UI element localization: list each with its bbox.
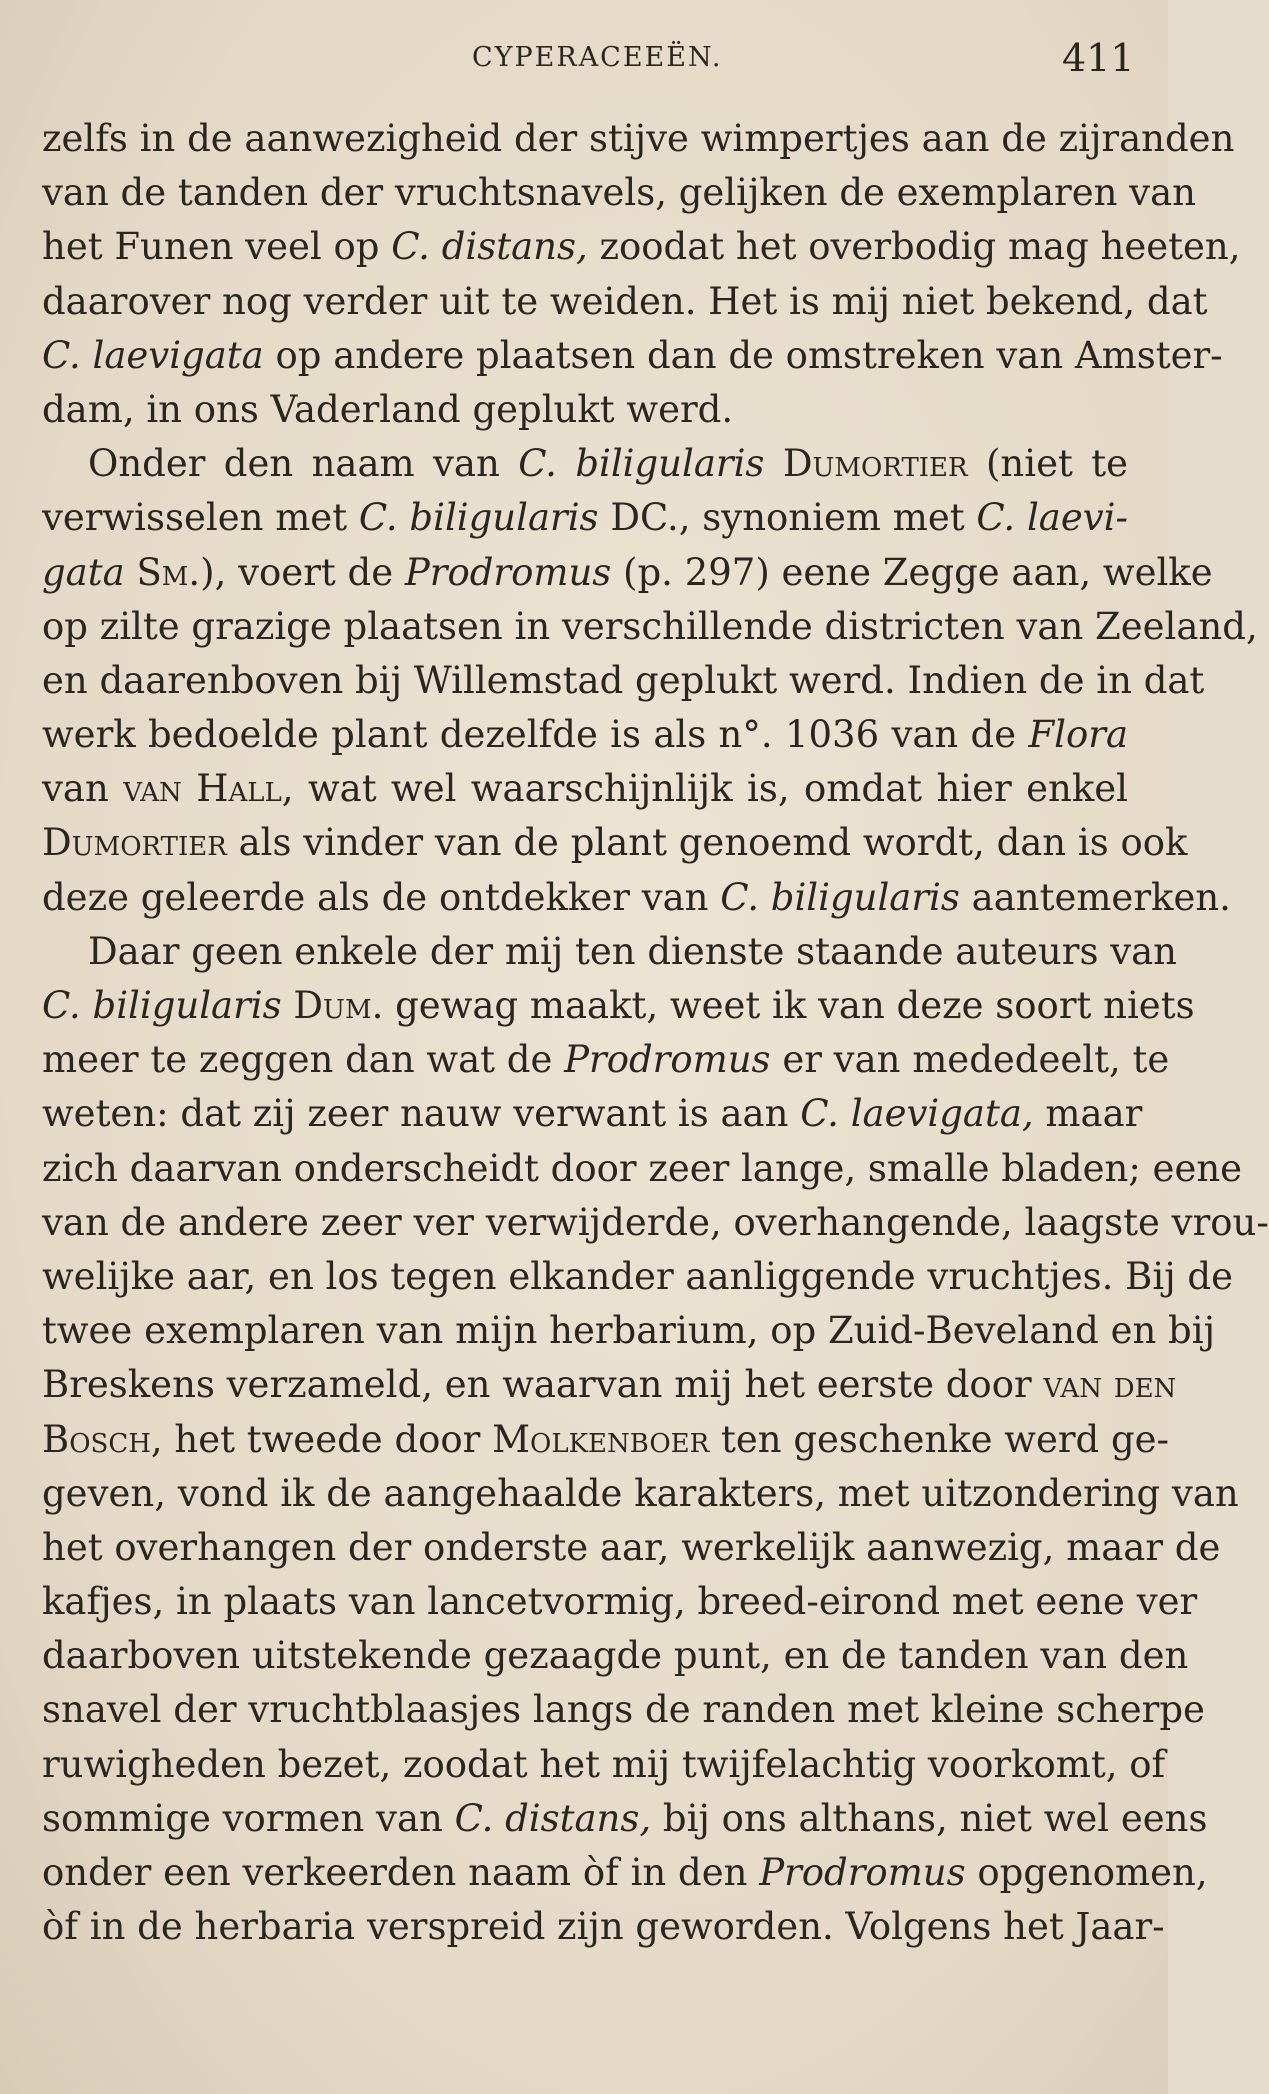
text-run: op zilte grazige plaatsen in verschillende districten van Zeeland, bbox=[42, 604, 1258, 648]
italic-text: C. biligularis bbox=[358, 496, 599, 540]
text-line bbox=[42, 1521, 1221, 1575]
text-line bbox=[42, 1683, 1205, 1737]
text-line bbox=[42, 1738, 1166, 1792]
text-line bbox=[42, 1250, 1234, 1304]
text-line bbox=[42, 1467, 1239, 1521]
text-line bbox=[42, 1629, 1189, 1683]
italic-text: C. biligularis bbox=[42, 984, 282, 1027]
text-run bbox=[282, 984, 294, 1027]
text-line bbox=[42, 491, 1128, 545]
text-run bbox=[764, 442, 782, 485]
text-line bbox=[42, 112, 1235, 166]
text-run: , het tweede door bbox=[150, 1417, 493, 1461]
text-line bbox=[42, 1304, 1216, 1358]
text-line bbox=[42, 708, 1128, 762]
italic-text: C. distans, bbox=[454, 1796, 652, 1840]
smallcaps-name: Bosch bbox=[42, 1417, 151, 1461]
text-line bbox=[42, 1196, 1269, 1250]
smallcaps-name: Dumortier bbox=[782, 442, 968, 486]
text-line bbox=[42, 762, 1128, 816]
text-run: zich daarvan onderscheidt door zeer lange, smalle bladen; eene bbox=[42, 1146, 1243, 1190]
text-run: het overhangen der onderste aar, werkelijk aanwezig, maar de bbox=[42, 1525, 1221, 1569]
text-run: ruwigheden bezet, zoodat het mij twijfelachtig voorkomt, of bbox=[42, 1742, 1166, 1786]
body-text bbox=[42, 112, 1269, 1954]
smallcaps-name: Sm. bbox=[136, 550, 201, 594]
text-run: sommige vormen van bbox=[42, 1796, 455, 1840]
text-run: maar bbox=[1033, 1092, 1143, 1136]
italic-text: C. biligularis bbox=[518, 442, 765, 486]
text-run: daarover nog verder uit te weiden. Het is mij niet bekend, dat bbox=[42, 279, 1208, 323]
text-run bbox=[125, 551, 137, 594]
text-line bbox=[42, 166, 1196, 220]
text-line bbox=[42, 654, 1205, 708]
text-run: onder een verkeerden naam òf in den bbox=[42, 1851, 760, 1894]
text-run: (niet te bbox=[967, 442, 1129, 486]
text-run: van de andere zeer ver verwijderde, overhangende, laagste vrou- bbox=[42, 1200, 1269, 1244]
text-line bbox=[42, 816, 1188, 870]
text-run: Onder den naam van bbox=[88, 442, 519, 486]
italic-text: Flora bbox=[1028, 713, 1128, 757]
text-line bbox=[42, 220, 1241, 274]
text-line bbox=[42, 329, 1223, 383]
text-run: zelfs in de aanwezigheid der stijve wimpertjes aan de zijranden bbox=[42, 117, 1235, 160]
smallcaps-name: Dum. bbox=[293, 984, 384, 1027]
text-line bbox=[42, 437, 1128, 491]
text-run: aantemerken. bbox=[959, 875, 1231, 919]
text-run: kafjes, in plaats van lancetvormig, breed-eirond met eene ver bbox=[42, 1580, 1198, 1624]
text-line bbox=[42, 600, 1258, 654]
text-line bbox=[42, 1142, 1243, 1196]
text-line bbox=[42, 1033, 1170, 1087]
running-head: CYPERACEEËN. bbox=[472, 42, 723, 73]
smallcaps-name: van den bbox=[1043, 1363, 1177, 1407]
text-line bbox=[42, 383, 1128, 437]
text-run: ), voert de bbox=[200, 550, 405, 594]
text-run: zoodat het overbodig mag heeten, bbox=[587, 225, 1241, 269]
italic-text: Prodromus bbox=[759, 1851, 966, 1894]
text-line bbox=[42, 979, 1195, 1033]
italic-text: gata bbox=[42, 550, 125, 594]
smallcaps-name: Dumortier bbox=[42, 821, 227, 865]
text-run: het Funen veel op bbox=[42, 225, 392, 269]
text-line bbox=[42, 1413, 1170, 1467]
text-line bbox=[42, 1900, 1165, 1954]
page-number: 411 bbox=[1062, 36, 1135, 80]
text-run: op andere plaatsen dan de omstreken van Amster- bbox=[263, 333, 1223, 377]
text-line bbox=[42, 1358, 1177, 1412]
text-line bbox=[42, 275, 1208, 329]
text-line bbox=[42, 925, 1177, 979]
text-run: twee exemplaren van mijn herbarium, op Zuid-Beveland en bij bbox=[42, 1309, 1216, 1353]
italic-text: Prodromus bbox=[404, 550, 612, 594]
text-run: en daarenboven bij Willemstad geplukt werd. Indien de in dat bbox=[42, 658, 1205, 702]
smallcaps-name: van Hall bbox=[123, 767, 282, 811]
text-run: Daar geen enkele der mij ten dienste staande auteurs van bbox=[88, 929, 1177, 973]
text-run: er van mededeelt, te bbox=[770, 1038, 1170, 1082]
text-run: opgenomen, bbox=[965, 1851, 1208, 1894]
text-run: snavel der vruchtblaasjes langs de randen met kleine scherpe bbox=[42, 1688, 1205, 1732]
italic-text: C. distans, bbox=[391, 225, 588, 269]
text-run: dam, in ons Vaderland geplukt werd. bbox=[42, 387, 734, 431]
text-line bbox=[42, 546, 1213, 600]
text-run: daarboven uitstekende gezaagde punt, en de tanden van den bbox=[42, 1634, 1189, 1678]
text-run: gewag maakt, weet ik van deze soort niets bbox=[383, 984, 1195, 1027]
text-run: welijke aar, en los tegen elkander aanliggende vruchtjes. Bij de bbox=[42, 1254, 1234, 1298]
page-header bbox=[0, 36, 1168, 84]
text-run: bij ons althans, niet wel eens bbox=[651, 1796, 1208, 1840]
text-run: DC., synoniem met bbox=[598, 496, 977, 540]
text-run: (p. 297) eene Zegge aan, welke bbox=[611, 550, 1213, 594]
text-line bbox=[42, 1575, 1198, 1629]
text-run: als vinder van de plant genoemd wordt, dan is ook bbox=[226, 821, 1188, 865]
text-run: , wat wel waarschijnlijk is, omdat hier enkel bbox=[281, 767, 1129, 811]
text-line bbox=[42, 1087, 1143, 1141]
italic-text: C. laevi- bbox=[976, 496, 1128, 540]
text-run: ten geschenke werd ge- bbox=[709, 1417, 1170, 1461]
text-run: van bbox=[42, 767, 124, 811]
text-run: werk bedoelde plant dezelfde is als n°. 1036 van de bbox=[42, 713, 1029, 757]
text-run: meer te zeggen dan wat de bbox=[42, 1038, 565, 1082]
italic-text: C. biligularis bbox=[720, 875, 960, 919]
text-run: deze geleerde als de ontdekker van bbox=[42, 875, 721, 919]
text-line bbox=[42, 1792, 1208, 1846]
text-run: weten: dat zij zeer nauw verwant is aan bbox=[42, 1092, 801, 1136]
text-run: geven, vond ik de aangehaalde karakters, met uitzondering van bbox=[42, 1471, 1239, 1515]
italic-text: C. laevigata, bbox=[800, 1092, 1034, 1136]
text-run: van de tanden der vruchtsnavels, gelijken de exemplaren van bbox=[42, 171, 1196, 215]
text-run: òf in de herbaria verspreid zijn geworden. Volgens het Jaar- bbox=[42, 1905, 1165, 1949]
text-line bbox=[42, 871, 1231, 925]
italic-text: Prodromus bbox=[564, 1038, 771, 1082]
italic-text: C. laevigata bbox=[42, 333, 264, 377]
text-line bbox=[42, 1846, 1208, 1900]
text-run: verwisselen met bbox=[42, 496, 359, 540]
smallcaps-name: Molkenboer bbox=[492, 1417, 710, 1461]
text-run: Breskens verzameld, en waarvan mij het eerste door bbox=[42, 1363, 1044, 1407]
